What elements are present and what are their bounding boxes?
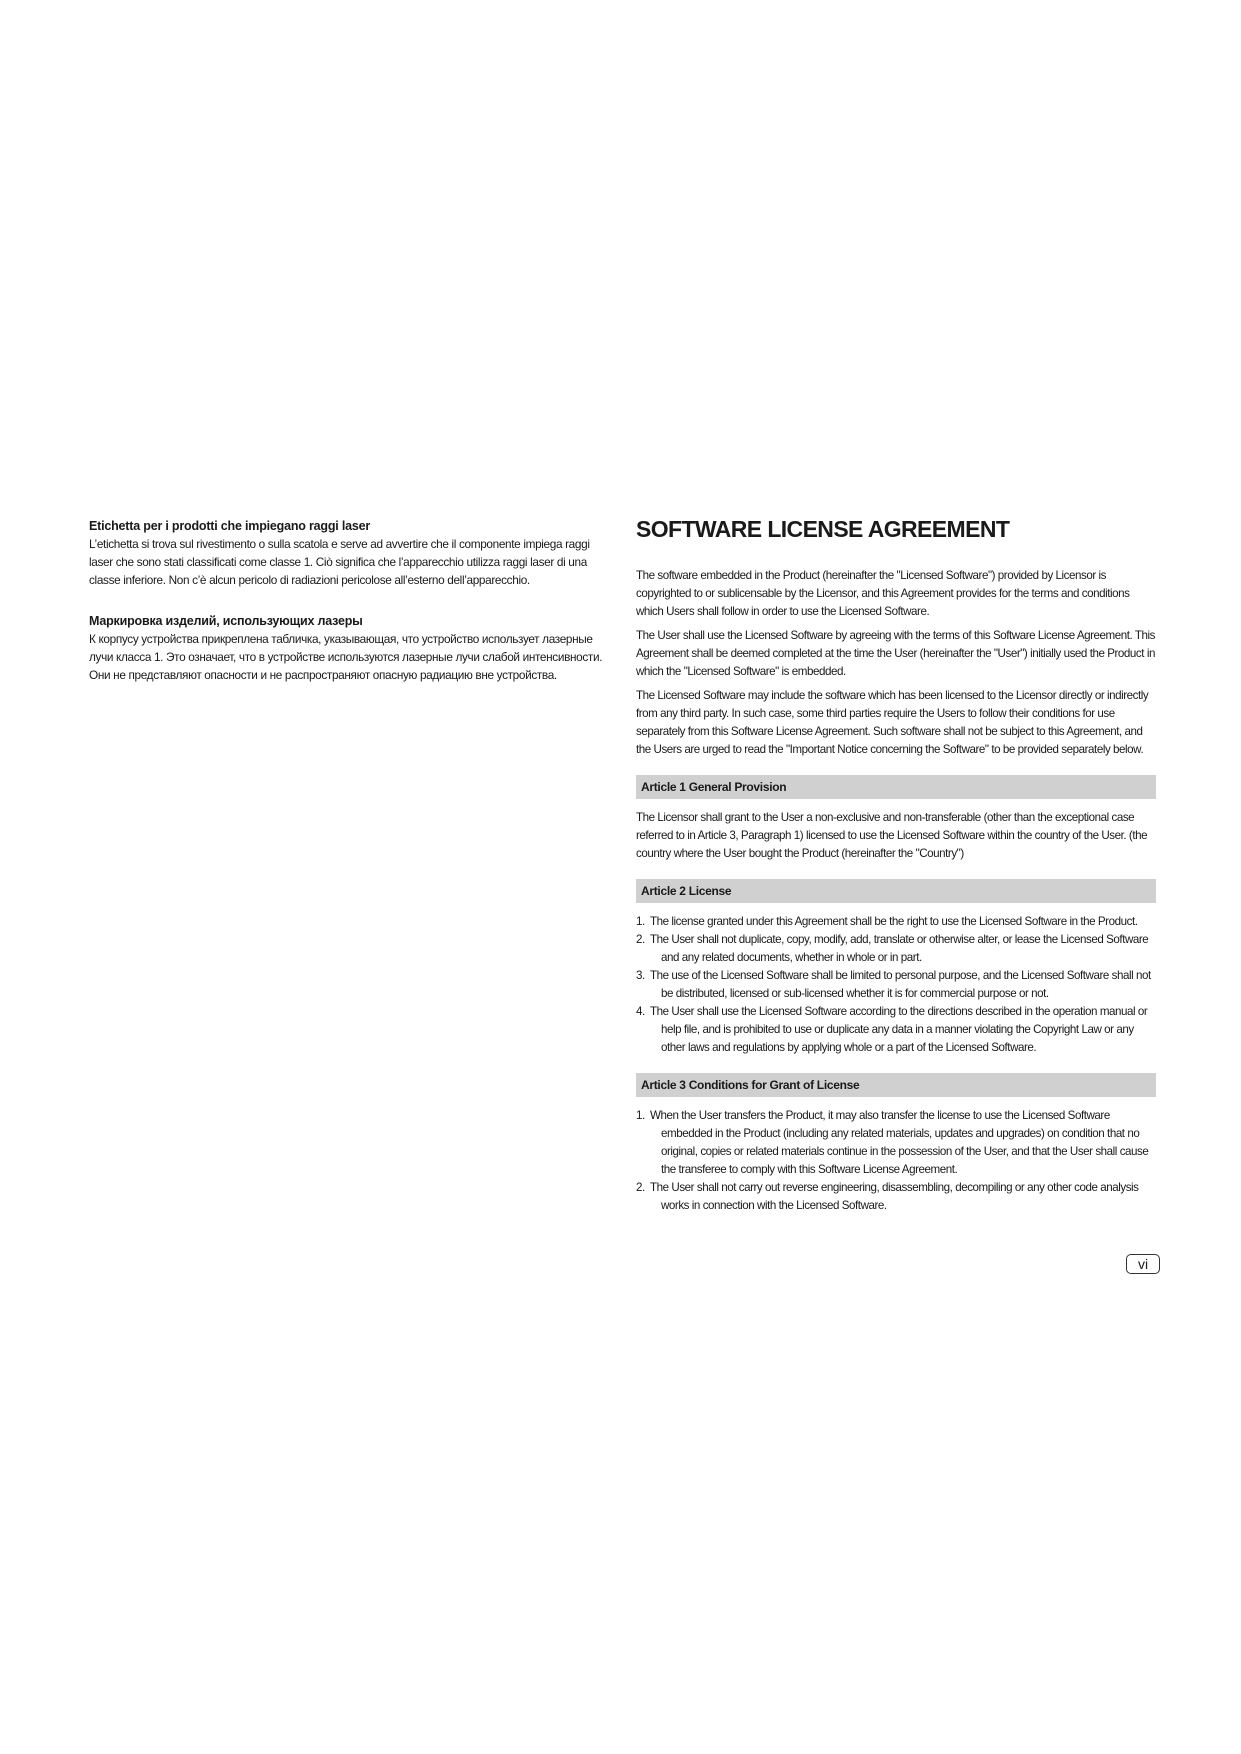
list-item-number: 1. (636, 915, 645, 928)
list-item (636, 1003, 1156, 1057)
intro-paragraph: The software embedded in the Product (hereinafter the "Licensed Software") provided by Licensor is copyrighted to or sublicensable by the Licensor, and this Agreement provides for the terms and conditions which Users shall follow in order to use the Licensed Software. (636, 569, 1130, 618)
list-item (636, 1179, 1156, 1215)
article-1-heading: Article 1 General Provision (636, 775, 1156, 799)
page-title: SOFTWARE LICENSE AGREEMENT (636, 516, 1010, 542)
list-item-text: The User shall use the Licensed Software according to the directions described in the operation manual or help file, and is prohibited to use or duplicate any data in a manner violating the Copyright Law or any other laws and regulations by applying whole or a part of the Licensed Software. (650, 1005, 1148, 1054)
section-heading: Маркировка изделий, использующих лазеры (89, 614, 363, 628)
section-body: К корпусу устройства прикреплена табличка, указывающая, что устройство использует лазерные лучи класса 1. Это означает, что в устройстве используются лазерные лучи слабой интенсивности. Они не представляют опасности и не распространяют опасную радиацию вне устройства. (89, 632, 603, 682)
article-2-list (636, 913, 1156, 1057)
list-item (636, 931, 1156, 967)
list-item-number: 1. (636, 1109, 645, 1122)
article-1-body: The Licensor shall grant to the User a non-exclusive and non-transferable (other than the exceptional case referred to in Article 3, Paragraph 1) licensed to use the Licensed Software within the country of the User. (the country where the User bought the Product (hereinafter the "Country") (636, 811, 1148, 860)
section-body: L’etichetta si trova sul rivestimento o sulla scatola e serve ad avvertire che il componente impiega raggi laser che sono stati classificati come classe 1. Ciò significa che l’apparecchio utilizza raggi laser di una classe inferiore. Non c’è alcun pericolo di radiazioni pericolose all’esterno dell’apparecchio. (89, 537, 590, 587)
list-item-number: 3. (636, 969, 645, 982)
page-number: vi (1126, 1254, 1160, 1274)
left-column (89, 518, 609, 684)
list-item-text: When the User transfers the Product, it may also transfer the license to use the Licensed Software embedded in the Product (including any related materials, updates and upgrades) on condition that no original, copies or related materials continue in the possession of the User, and that the User shall cause the transferee to comply with this Software License Agreement. (650, 1109, 1149, 1176)
article-3-list (636, 1107, 1156, 1215)
right-column (636, 514, 1156, 1215)
list-item-number: 2. (636, 933, 645, 946)
list-item-number: 4. (636, 1005, 645, 1018)
list-item-text: The license granted under this Agreement shall be the right to use the Licensed Software in the Product. (650, 915, 1138, 928)
list-item (636, 1107, 1156, 1179)
list-item (636, 913, 1156, 931)
laser-label-russian (89, 613, 609, 684)
section-heading: Etichetta per i prodotti che impiegano raggi laser (89, 519, 371, 533)
article-3-heading: Article 3 Conditions for Grant of License (636, 1073, 1156, 1097)
list-item-text: The use of the Licensed Software shall be limited to personal purpose, and the Licensed Software shall not be distributed, licensed or sub-licensed whether it is for commercial purpose or not. (650, 969, 1151, 1000)
laser-label-italian (89, 518, 609, 589)
article-2-heading: Article 2 License (636, 879, 1156, 903)
list-item (636, 967, 1156, 1003)
intro-paragraph: The User shall use the Licensed Software by agreeing with the terms of this Software License Agreement. This Agreement shall be deemed completed at the time the User (hereinafter the "User") initially used the Product in which the "Licensed Software" is embedded. (636, 629, 1155, 678)
list-item-text: The User shall not duplicate, copy, modify, add, translate or otherwise alter, or lease the Licensed Software and any related documents, whether in whole or in part. (650, 933, 1149, 964)
list-item-number: 2. (636, 1181, 645, 1194)
intro-paragraph: The Licensed Software may include the software which has been licensed to the Licensor directly or indirectly from any third party. In such case, some third parties require the Users to follow their conditions for use separately from this Software License Agreement. Such software shall not be subject to this Agreement, and the Users are urged to read the "Important Notice concerning the Software" to be provided separately below. (636, 689, 1149, 756)
list-item-text: The User shall not carry out reverse engineering, disassembling, decompiling or any other code analysis works in connection with the Licensed Software. (650, 1181, 1139, 1212)
